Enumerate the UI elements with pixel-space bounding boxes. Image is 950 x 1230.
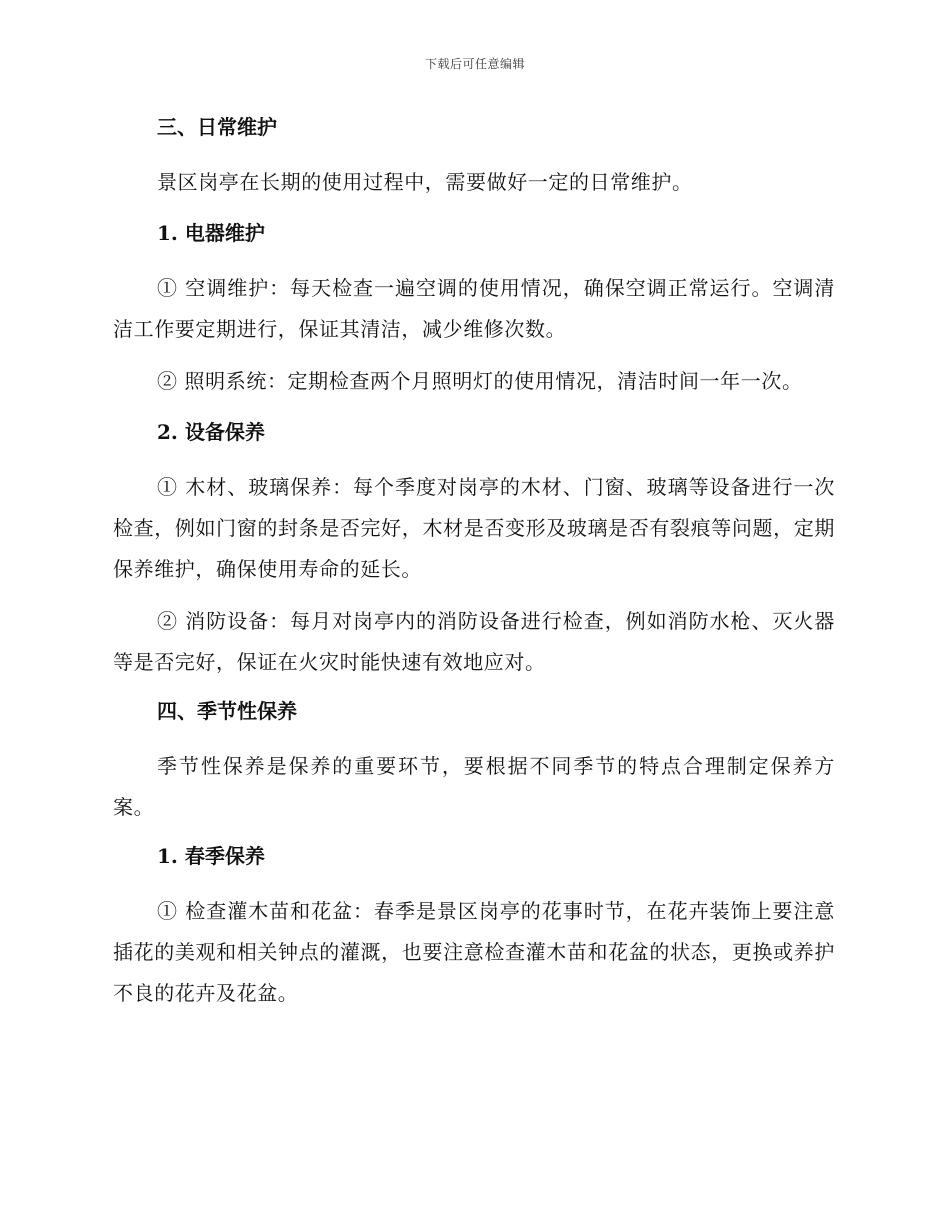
paragraph-fire-equipment: ② 消防设备：每月对岗亭内的消防设备进行检查，例如消防水枪、灭火器等是否完好，保证在火灾时能快速有效地应对。 [113,609,835,674]
paragraph-lighting-system: ② 照明系统：定期检查两个月照明灯的使用情况，清洁时间一年一次。 [157,369,803,393]
section-heading-daily-maintenance: 三、日常维护 [157,115,277,139]
subheading-spring-upkeep: 1. 春季保养 [157,844,265,868]
paragraph-seasonal-intro: 季节性保养是保养的重要环节，要根据不同季节的特点合理制定保养方案。 [113,754,835,819]
subheading-electrical-maintenance: 1. 电器维护 [157,221,265,245]
section-heading-seasonal-upkeep: 四、季节性保养 [157,699,297,723]
paragraph-ac-maintenance: ① 空调维护：每天检查一遍空调的使用情况，确保空调正常运行。空调清洁工作要定期进行，保证其清洁，减少维修次数。 [113,276,835,341]
paragraph-wood-glass-upkeep: ① 木材、玻璃保养：每个季度对岗亭的木材、门窗、玻璃等设备进行一次检查，例如门窗的封条是否完好，木材是否变形及玻璃是否有裂痕等问题，定期保养维护，确保使用寿命的延长。 [113,475,835,581]
subheading-equipment-upkeep: 2. 设备保养 [157,420,265,444]
paragraph-daily-maintenance-intro: 景区岗亭在长期的使用过程中，需要做好一定的日常维护。 [157,170,693,194]
paragraph-shrubs-and-pots: ① 检查灌木苗和花盆：春季是景区岗亭的花事时节，在花卉装饰上要注意插花的美观和相关钟点的灌溉，也要注意检查灌木苗和花盆的状态，更换或养护不良的花卉及花盆。 [113,899,835,1005]
document-body [113,110,835,1025]
page-header-note: 下载后可任意编辑 [424,57,525,71]
